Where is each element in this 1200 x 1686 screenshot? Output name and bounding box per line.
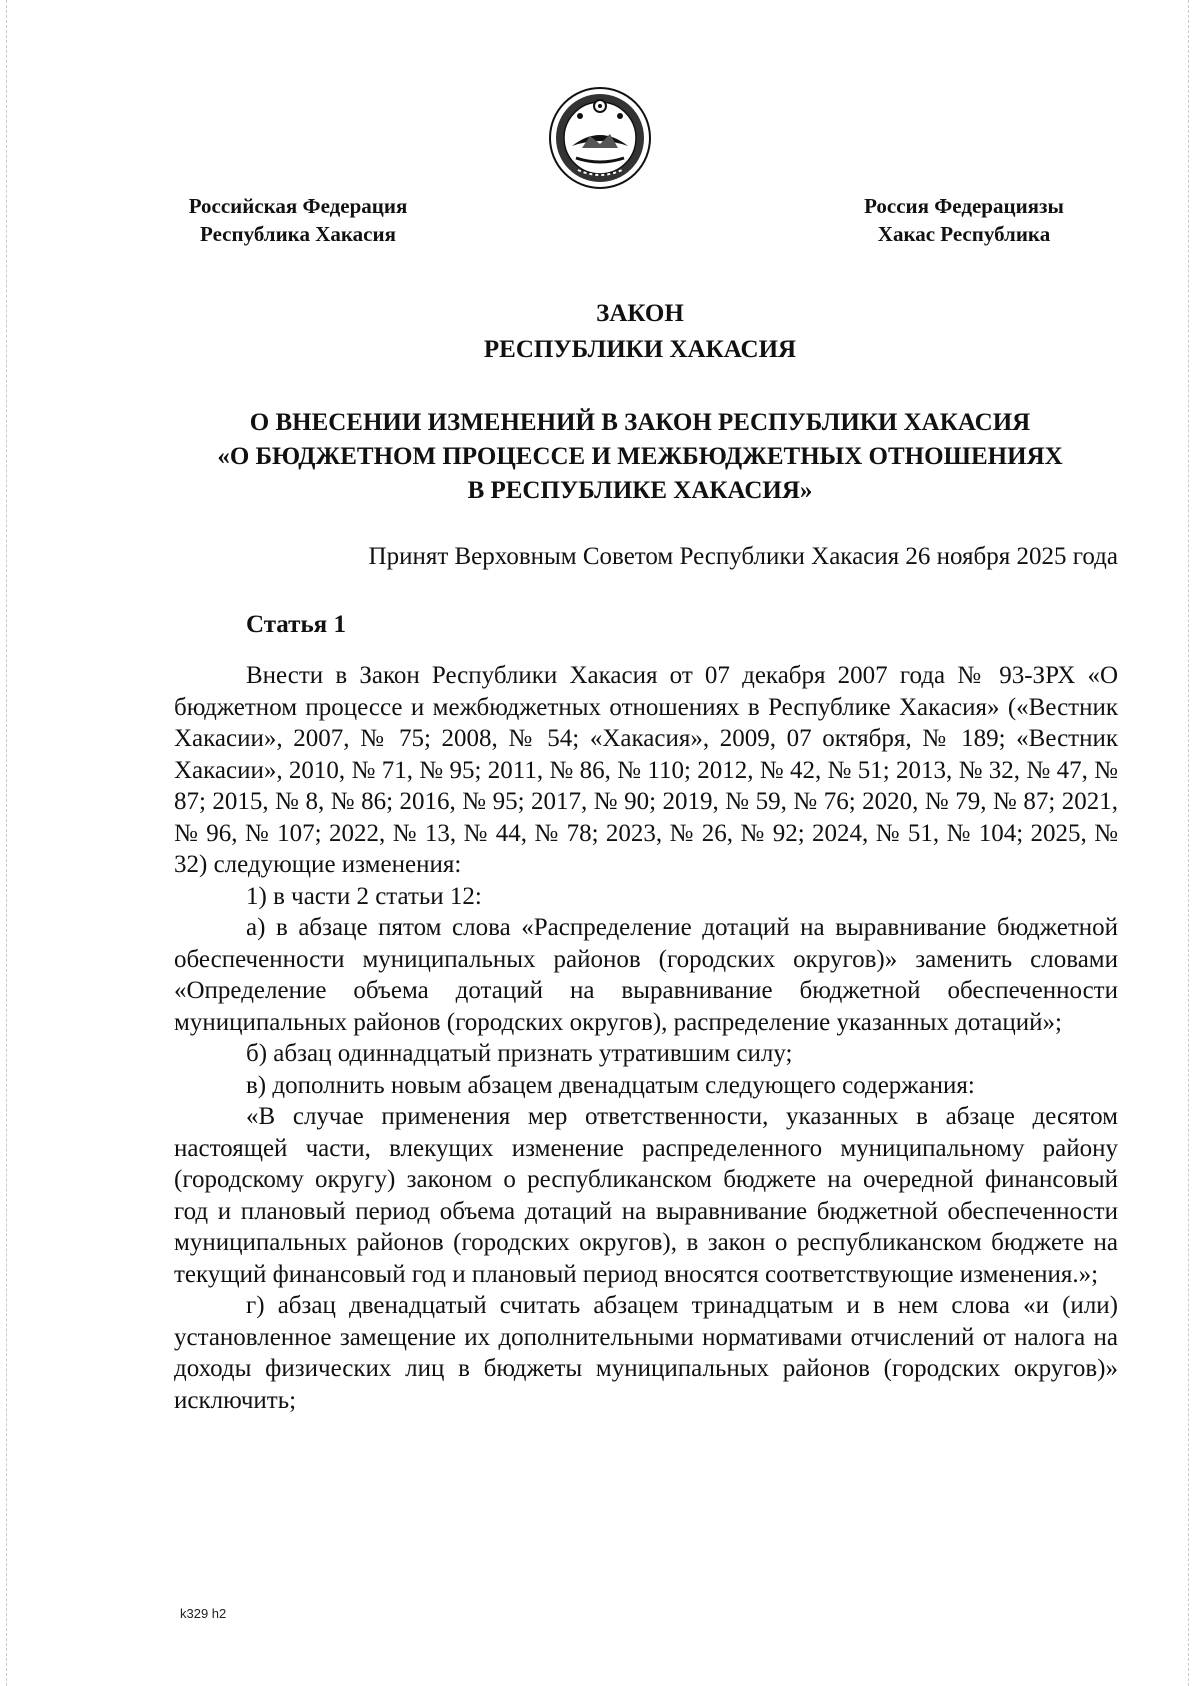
- law-subject-line2: «О БЮДЖЕТНОМ ПРОЦЕССЕ И МЕЖБЮДЖЕТНЫХ ОТНОШЕНИЯХ: [217, 443, 1063, 470]
- paragraph: 1) в части 2 статьи 12:: [246, 882, 482, 910]
- law-subject-line3: В РЕСПУБЛИКЕ ХАКАСИЯ»: [467, 477, 813, 504]
- scan-edge-right: [1188, 0, 1190, 1686]
- paragraph: г) абзац двенадцатый считать абзацем тринадцатым и в нем слова «и (или) установленное замещение их дополнительными нормативами отчислений от налога на доходы физических лиц в бюджеты муниципальных районов (городских округов)» исключить;: [174, 1292, 1118, 1414]
- header-left-line1: Российская Федерация: [188, 194, 408, 218]
- law-title-line1: ЗАКОН: [596, 300, 684, 327]
- paragraph: а) в абзаце пятом слова «Распределение дотаций на выравнивание бюджетной обеспеченности муниципальных районов (городских округов)» заменить словами «Определение объема дотаций на выравнивание бюджетной обеспеченности муниципальных районов (городских округов), распределение указанных дотаций»;: [174, 914, 1118, 1036]
- header-left: [168, 192, 428, 248]
- header-right: [840, 192, 1088, 248]
- scan-edge-left: [6, 0, 8, 1686]
- law-subject: [160, 406, 1120, 508]
- header-right-line1: Россия Федерациязы: [864, 194, 1064, 218]
- header-left-line2: Республика Хакасия: [200, 222, 396, 246]
- footer-code: k329 h2: [180, 1606, 227, 1621]
- article-title: Статья 1: [246, 611, 346, 638]
- header-right-line2: Хакас Республика: [877, 222, 1051, 246]
- adoption-line: Принят Верховным Советом Республики Хакасия 26 ноября 2025 года: [368, 543, 1118, 570]
- law-title-line2: РЕСПУБЛИКИ ХАКАСИЯ: [483, 336, 797, 363]
- coat-of-arms-icon: [548, 86, 652, 190]
- paragraph: б) абзац одиннадцатый признать утратившим силу;: [246, 1040, 793, 1067]
- law-title: [160, 296, 1120, 368]
- law-subject-line1: О ВНЕСЕНИИ ИЗМЕНЕНИЙ В ЗАКОН РЕСПУБЛИКИ ХАКАСИЯ: [249, 409, 1031, 436]
- paragraph: в) дополнить новым абзацем двенадцатым следующего содержания:: [246, 1071, 975, 1099]
- paragraph: «В случае применения мер ответственности, указанных в абзаце десятом настоящей части, влекущих изменение распределенного муниципальному району (городскому округу) законом о республиканском бюджете на очередной финансовый год и плановый период объема дотаций на выравнивание бюджетной обеспеченности муниципальных районов (городских округов), в закон о республиканском бюджете на текущий финансовый год и плановый период вносятся соответствующие изменения.»;: [174, 1103, 1118, 1288]
- article-body: [174, 660, 1118, 1416]
- paragraph: Внести в Закон Республики Хакасия от 07 декабря 2007 года № 93-ЗРХ «О бюджетном процессе и межбюджетных отношениях в Республике Хакасия» («Вестник Хакасии», 2007, № 75; 2008, № 54; «Хакасия», 2009, 07 октября, № 189; «Вестник Хакасии», 2010, № 71, № 95; 2011, № 86, № 110; 2012, № 42, № 51; 2013, № 32, № 47, № 87; 2015, № 8, № 86; 2016, № 95; 2017, № 90; 2019, № 59, № 76; 2020, № 79, № 87; 2021, № 96, № 107; 2022, № 13, № 44, № 78; 2023, № 26, № 92; 2024, № 51, № 104; 2025, № 32) следующие изменения:: [174, 662, 1118, 878]
